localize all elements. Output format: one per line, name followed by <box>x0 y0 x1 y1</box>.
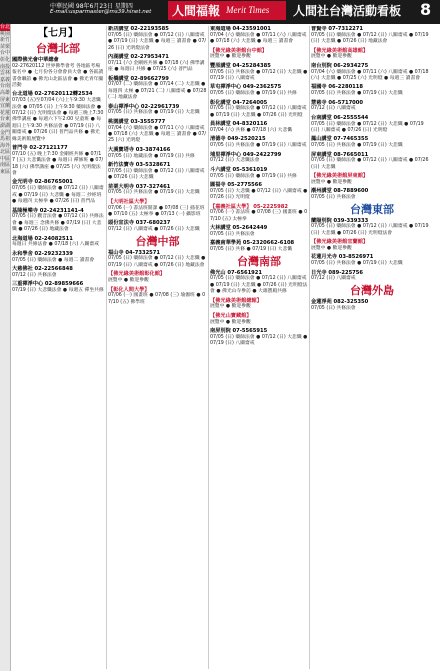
column-1 <box>12 26 104 669</box>
ad-body: 07/05 (日) 地藏法會 ● 07/19 (日) 共修 <box>108 153 195 159</box>
ad-body: 07/05 (日) 藥師法會 ● 每週二 讀書會 <box>12 257 95 263</box>
ad-body: 展覽中 ● 歡迎參觀 <box>210 304 251 310</box>
ad-body: 07/05 (日) 觀音法會 ● 07/12 (日) 共修法會 ● 每週三 念佛共修 ● 07/19 (日) 大悲懺 ● 07/26 (日) 地藏法會 <box>12 214 104 233</box>
ad-list <box>311 299 433 312</box>
region-index-item[interactable]: 南區 <box>0 162 11 169</box>
ad-body: 展覽中 ● 歡迎參觀 <box>210 319 251 325</box>
ad-body: 07/05 (日) 藥師法會 ● 07/12 (日) 八關齋戒 ● 07/19 (日) 大悲懺 ● 07/26 (日) 光明燈法會 <box>311 224 429 236</box>
ad-title: 清德寺 049-2520215 <box>210 136 266 143</box>
ad-list <box>210 270 308 348</box>
ad-entry <box>311 63 433 83</box>
ad-title: 福山寺 04-7332571 <box>108 249 161 256</box>
ad-title: 慧慈寺 06-5717000 <box>311 99 364 106</box>
ad-body: 07/05 (日) 藥師法會 ● 07/12 (日) 八關齋戒 ● 07/19 (日) 大悲懺 ● 07/26 (日) 光明燈法會 ● 佛光山寺參訪 ● 大雄寶殿共修 <box>210 276 308 295</box>
ad-title: 國際佛光會中華總會 <box>12 57 59 63</box>
issue-date: 中華民國 98年6月23日 星期四 <box>50 3 133 10</box>
ad-entry <box>108 119 207 145</box>
ad-title: 新竹法寶寺 03-5328671 <box>108 162 171 169</box>
region-index-item[interactable]: 台東 <box>0 116 11 123</box>
ad-entry <box>210 152 308 165</box>
ad-title: 普賢寺 07-7312271 <box>311 26 364 32</box>
column-2 <box>108 26 207 669</box>
ad-entry <box>311 84 433 97</box>
ad-title: 台南講堂 06-2555544 <box>311 114 369 121</box>
region-index-item[interactable]: 南投 <box>0 63 11 70</box>
ad-body: 07/19 (日) 大悲懺法會 ● 每週五 禪坐共修 <box>12 287 104 293</box>
ad-entry <box>311 239 433 252</box>
region-index-item[interactable]: 新竹 <box>0 37 11 44</box>
ad-title: 內湖講堂 02-27953471 <box>108 54 169 61</box>
ad-entry <box>311 152 433 172</box>
ad-title: 嘉義南華學苑 05-2320662-6108 <box>210 240 295 247</box>
ad-entry <box>210 121 308 134</box>
ad-body: 07/04 (六) 藥師法會 ● 07/11 (六) 八關齋戒 ● 07/18 (六) 大悲懺 ● 07/25 (六) 光明燈 ● 每週三 讀書會 <box>311 69 429 82</box>
ad-title: 【嘉義社區大學】 05-2225982 <box>210 203 288 210</box>
ad-body: 07/05 (日) 共修法會 ● 07/19 (日) 大悲懺 <box>311 261 403 267</box>
ad-title: 台北道場 02-27620112轉2534 <box>12 91 93 98</box>
ad-title: 桃園講堂 03-3555777 <box>108 118 166 125</box>
ad-body: 07/12 (日) 八關齋戒 <box>311 106 356 112</box>
ad-body: 每週日 共修法會 ● 07/18 (六) 八關齋戒 <box>12 242 99 248</box>
ad-entry <box>108 104 207 117</box>
ad-body: 07/05 (日) 藥師法會 ● 07/19 (日) 共修 <box>210 173 297 179</box>
page-header <box>0 0 440 24</box>
ad-body: 07/04 (六) 共修 ● 07/18 (六) 大悲懺 <box>210 128 293 134</box>
ad-entry <box>311 136 433 149</box>
logo-chinese: 人間福報 <box>172 4 221 18</box>
ad-entry <box>210 48 308 61</box>
ad-entry <box>210 313 308 326</box>
ad-body: 07/10 (五) 晚上7:30 金剛經共修 ● 07/17 (五) 大悲懺法會 ● 每週日 禪修班 ● 07/18 (六) 佛學講座 ● 07/25 (六) 光明燈法會 <box>12 151 104 177</box>
ad-list <box>311 26 433 202</box>
ad-list <box>210 26 308 254</box>
ad-title: 板橋講堂 02-89662799 <box>108 75 169 82</box>
ad-body: 07/05 (日) 共修法會 ● 07/19 (日) 大悲懺 <box>108 110 200 116</box>
ad-body: 07/05 (日) 藥師法會 ● 07/12 (日) 八關齋戒 ● 07/26 (日) 大悲懺 <box>108 168 205 181</box>
region-index-item[interactable]: 台南 <box>0 83 11 90</box>
region-index-item[interactable]: 台中 <box>0 50 11 57</box>
ad-title: 埔里禪淨中心 049-2422799 <box>210 151 282 158</box>
region-index-item[interactable]: 宜蘭 <box>0 103 11 110</box>
ad-title: 東海道場 04-23591001 <box>210 26 271 32</box>
region-index-item[interactable]: 苗栗 <box>0 43 11 50</box>
region-index-item[interactable]: 海外 <box>0 142 11 149</box>
contact-email[interactable]: E-mail:usparmaster@ms39.hinet.net <box>50 9 152 15</box>
ad-title: 花蓮月光寺 03-8526971 <box>311 254 374 261</box>
ad-entry <box>12 266 104 279</box>
ad-title: 彰化講堂 04-7264005 <box>210 99 268 106</box>
ad-body: 展覽中 ● 歡迎參觀 <box>210 54 251 60</box>
ad-entry <box>108 271 207 284</box>
column-divider <box>309 26 310 669</box>
ad-entry <box>12 179 104 205</box>
region-index-item[interactable]: 屏東 <box>0 96 11 103</box>
ad-entry <box>210 182 308 202</box>
ad-title: 屏東講堂 08-7665011 <box>311 151 369 158</box>
ad-body: 展覽中 ● 歡迎參觀 <box>311 246 352 252</box>
ad-title: 泰山禪淨中心 02-22961739 <box>108 103 180 110</box>
ad-entry <box>311 299 433 312</box>
ad-body: 展覽中 ● 歡迎參觀 <box>311 54 352 60</box>
ad-title: 大溪寶塔寺 03-3874166 <box>108 146 171 153</box>
ad-entry <box>210 204 308 224</box>
ad-entry <box>210 225 308 238</box>
ad-body: 07/12 (日) 八關齋戒 ● 07/26 (日) 大悲懺 <box>108 227 200 233</box>
page-title: 人間社台灣活動看板 <box>293 4 402 18</box>
ad-entry <box>210 84 308 97</box>
ad-title: 【佛光緣美術館高雄館】 <box>311 47 369 54</box>
ad-title: 【佛光緣美術館宜蘭館】 <box>311 239 369 246</box>
section-east-heading: 台灣東部 <box>350 202 394 216</box>
ad-entry <box>12 91 104 143</box>
ad-title: 【佛光山寶藏館】 <box>210 312 252 319</box>
ad-body: 07/05 (日) 共修法會 <box>311 305 356 311</box>
ad-body: 07/05 (日) 藥師法會 ● 07/12 (日) 八關齋戒 ● 07/19 (日) 大悲懺 ● 07/26 (日) 地藏法會 <box>311 32 429 45</box>
ad-entry <box>311 188 433 201</box>
region-index-item[interactable]: 馬祖 <box>0 136 11 143</box>
ad-entry <box>12 281 104 294</box>
column-divider <box>106 26 107 669</box>
section-north-heading: 台灣北部 <box>36 42 80 55</box>
ad-entry <box>108 199 207 219</box>
ad-entry <box>108 76 207 102</box>
ad-body: 07/05 (日) 藥師法會 ● 07/12 (日) 八關齋戒 ● 07/19 (日) 大悲懺 ● 每週三 讀書會 ● 07/26 (日) 光明燈法會 <box>108 32 207 51</box>
ad-body: 07/03 (五)至07/04 (六)上午9:30 大悲懺法會 ● 07/05 (日) 上午9:30 藥師法會 ● 07/12 (日) 光明燈法會 ● 每週三晚上7:30 佛學講座 ● 每週六下午2:00 兒童班 ● 每週日上午9:30 共修法會 ● 07/19 (日) 八關齋戒 ● 07/26 (日) 普門品共修 ● 佛光緣美術館展覽中 <box>12 98 104 142</box>
column-4 <box>311 26 433 669</box>
ad-body: 07/07 (二) 藥師法會 ● 07/14 (二) 大悲懺 ● 每週四 太極 ● 07/21 (二) 八關齋戒 ● 07/28 (二) 地藏法會 <box>108 82 207 101</box>
ad-entry <box>108 162 207 182</box>
ad-entry <box>210 63 308 83</box>
region-index-item[interactable]: 雲林 <box>0 70 11 77</box>
ad-body: 07/06 (一) 國畫班 ● 07/08 (三) 瑜伽班 ● 07/10 (五) 佛學班 <box>108 293 206 305</box>
region-index-item[interactable]: 金門 <box>0 129 11 136</box>
ad-title: 【佛光緣美術館總館】 <box>210 297 262 304</box>
ad-entry <box>12 208 104 234</box>
ad-entry <box>210 270 308 296</box>
ad-title: 普門寺 02-27121177 <box>12 145 68 152</box>
ad-body: 02-27620112 世界佛學會考 各地區考場報名中 ● 七月份各分會會員大會 ● 各區讀書會聯誼 ● 佛光山北區法會 ● 佛光青年團活動 <box>12 63 104 89</box>
section-south-heading: 台灣南部 <box>237 254 281 268</box>
ad-entry <box>12 236 104 249</box>
ad-body: 07/05 (日) 藥師法會 ● 07/12 (日) 大悲懺 ● 07/19 (日) 八關齋戒 <box>210 334 308 347</box>
ad-entry <box>108 184 207 197</box>
ad-body: 07/11 (六) 金剛經共修 ● 07/18 (六) 佛學講座 ● 每週日 共修 ● 07/25 (六) 普門品 <box>108 60 205 73</box>
ad-entry <box>108 26 207 52</box>
column-3 <box>210 26 308 669</box>
ad-title: 三重禪淨中心 02-89859666 <box>12 281 84 288</box>
ad-title: 豐原講堂 04-25284385 <box>210 62 271 69</box>
ad-body: 展覽中 ● 歡迎參觀 <box>311 180 352 186</box>
ad-entry <box>210 328 308 348</box>
region-index-item[interactable]: 北區 <box>0 149 11 156</box>
ad-title: 蘭陽別院 039-339333 <box>311 217 369 224</box>
ad-entry <box>311 26 433 46</box>
ad-entry <box>108 287 207 307</box>
ad-list <box>311 218 433 283</box>
ad-body: 07/12 (日) 大悲懺法會 <box>210 158 260 164</box>
ad-entry <box>210 100 308 120</box>
ad-title: 新店講堂 02-22193585 <box>108 26 169 32</box>
ad-body: 07/05 (日) 共修法會 <box>311 195 356 201</box>
masthead-logo <box>168 1 286 20</box>
ad-title: 佛光山 07-6561921 <box>210 269 263 276</box>
ad-title: 員林講堂 04-8320116 <box>210 121 268 128</box>
ad-body: 07/05 (日) 共修法會 ● 07/12 (日) 大悲懺 ● 07/19 (日) 八關齋戒 <box>210 69 308 82</box>
ad-body: 07/05 (日) 共修法會 ● 07/19 (日) 八關齋戒 <box>210 143 307 149</box>
ad-entry <box>12 251 104 264</box>
ad-title: 頭份宣法寺 037-680237 <box>108 220 171 227</box>
ad-entry <box>311 173 433 186</box>
region-index-strip <box>0 24 11 671</box>
ad-title: 【佛光緣美術館彰化館】 <box>108 271 166 278</box>
ad-entry <box>311 270 433 283</box>
region-index-item[interactable]: 嘉義 <box>0 76 11 83</box>
section-central-heading: 台灣中部 <box>135 234 180 248</box>
region-index-item[interactable]: 澎湖 <box>0 122 11 129</box>
ad-entry <box>311 254 433 267</box>
ad-title: 鳳山講堂 07-7465355 <box>311 136 369 143</box>
month-heading: 【七月】 <box>38 28 78 39</box>
ad-title: 金光明寺 02-86765001 <box>12 179 73 186</box>
ad-entry <box>108 147 207 160</box>
ad-title: 苗栗大明寺 037-327461 <box>108 183 171 190</box>
ad-entry <box>210 167 308 180</box>
region-index-item[interactable]: 中區 <box>0 155 11 162</box>
region-index-item[interactable]: 花蓮 <box>0 109 11 116</box>
ad-entry <box>12 145 104 177</box>
ad-list <box>12 57 104 294</box>
region-index-item[interactable]: 彰化 <box>0 56 11 63</box>
ad-body: 07/05 (日) 共修法會 <box>210 232 255 238</box>
ad-list <box>108 26 207 234</box>
ad-title: 【彰化人間大學】 <box>108 286 150 293</box>
ad-body: 07/04 (六) 藥師法會 ● 07/11 (六) 八關齋戒 ● 07/18 (六) 大悲懺 ● 每週三 讀書會 <box>210 32 307 45</box>
ad-body: 07/12 (日) 共修法會 <box>12 272 57 278</box>
ad-entry <box>311 48 433 61</box>
ad-title: 永和學舍 02-29232339 <box>12 250 73 257</box>
ad-body: 07/05 (日) 藥師法會 ● 07/12 (日) 八關齋戒 ● 07/19 (日) 大悲懺 ● 07/26 (日) 光明燈 <box>210 106 307 118</box>
ad-body: 展覽中 ● 歡迎參觀 <box>108 278 149 284</box>
column-divider <box>208 26 209 669</box>
ad-body: 07/05 (日) 藥師法會 ● 07/12 (日) 八關齋戒 ● 07/19 (日) 大悲懺 ● 每週二 抄經班 ● 每週四 太極拳 ● 07/26 (日) 普門品 <box>12 186 104 205</box>
ad-title: 大林講堂 05-2642449 <box>210 225 268 232</box>
ad-body: 07/05 (日) 共修法會 ● 07/19 (日) 大悲懺 <box>311 143 403 149</box>
ad-title: 潮州講堂 08-7889600 <box>311 188 369 195</box>
ad-entry <box>108 250 207 270</box>
ad-title: 【佛光緣美術館屏東館】 <box>311 173 369 180</box>
ad-body: 07/06 (一) 書法班 ● 07/08 (三) 國畫班 ● 07/10 (五) 太極拳 <box>210 210 308 222</box>
ad-title: 日光寺 089-225756 <box>311 269 364 276</box>
ad-entry <box>12 57 104 89</box>
ad-title: 南台別院 06-2934275 <box>311 62 369 69</box>
ad-title: 【大明社區大學】 <box>108 198 150 205</box>
ad-list <box>108 250 207 306</box>
ad-title: 福國寺 06-2280118 <box>311 84 364 91</box>
region-index-item[interactable]: 東區 <box>0 169 11 176</box>
ad-body: 07/12 (日) 八關齋戒 <box>311 276 356 282</box>
ad-title: 圓福寺 05-2775566 <box>210 182 263 189</box>
ad-entry <box>210 298 308 311</box>
ad-body: 07/05 (日) 共修法會 ● 07/19 (日) 大悲懺 <box>311 91 403 97</box>
ad-body: 07/05 (日) 共修 ● 07/19 (日) 大悲懺 <box>210 247 293 253</box>
ad-body: 07/05 (日) 藥師法會 ● 07/12 (日) 八關齋戒 ● 07/26 (日) 大悲懺 <box>311 158 429 170</box>
ad-title: 斗六講堂 05-5361019 <box>210 166 268 173</box>
page-number: 8 <box>420 0 432 19</box>
ad-entry <box>210 240 308 253</box>
ad-title: 草屯禪淨中心 049-2362575 <box>210 84 282 91</box>
ad-entry <box>108 54 207 74</box>
ad-title: 金蓮淨苑 082-325350 <box>311 298 369 305</box>
ad-title: 基隆極樂寺 02-24231141-4 <box>12 207 84 214</box>
ad-title: 南屏別院 07-5565915 <box>210 328 268 335</box>
section-islands-heading: 台灣外島 <box>350 283 394 297</box>
ad-entry <box>210 136 308 149</box>
region-index-item[interactable]: 高雄 <box>0 89 11 96</box>
region-index-item[interactable]: 桃園 <box>0 30 11 37</box>
logo-english: Merit Times <box>226 5 270 15</box>
ad-title: 北海道場 02-24082511 <box>12 235 73 242</box>
region-index-item[interactable]: 台北 <box>0 24 11 30</box>
ad-body: 07/05 (日) 藥師法會 ● 07/12 (日) 大悲懺 ● 07/19 (日) 八關齋戒 ● 07/26 (日) 光明燈 <box>311 121 424 134</box>
ad-body: 07/05 (日) 藥師法會 ● 07/12 (日) 大悲懺 ● 07/19 (日) 八關齋戒 ● 07/26 (日) 地藏法會 <box>108 256 206 268</box>
ad-title: 大慈佛社 02-22566848 <box>12 265 73 272</box>
ad-entry <box>311 218 433 238</box>
ad-title: 【佛光緣美術館台中館】 <box>210 47 268 54</box>
ad-body: 07/05 (日) 共修法會 ● 07/19 (日) 大悲懺 <box>108 190 200 196</box>
ad-body: 07/06 (一) 書法班開課 ● 07/08 (三) 插花班 ● 07/10 (五) 太極拳 ● 07/13 (一) 攝影班 <box>108 205 205 218</box>
ad-body: 07/05 (日) 大悲懺 ● 07/12 (日) 八關齋戒 ● 07/26 (日) 光明燈 <box>210 188 308 201</box>
ad-entry <box>311 100 433 113</box>
ad-entry <box>210 26 308 46</box>
ad-body: 07/04 (六) 藥師法會 ● 07/11 (六) 八關齋戒 ● 07/18 (六) 大悲懺 ● 每週三 讀書會 ● 07/25 (六) 光明燈 <box>108 125 207 144</box>
ad-entry <box>311 115 433 135</box>
ad-entry <box>108 220 207 233</box>
ad-body: 07/05 (日) 藥師法會 ● 07/19 (日) 共修 <box>210 91 297 97</box>
